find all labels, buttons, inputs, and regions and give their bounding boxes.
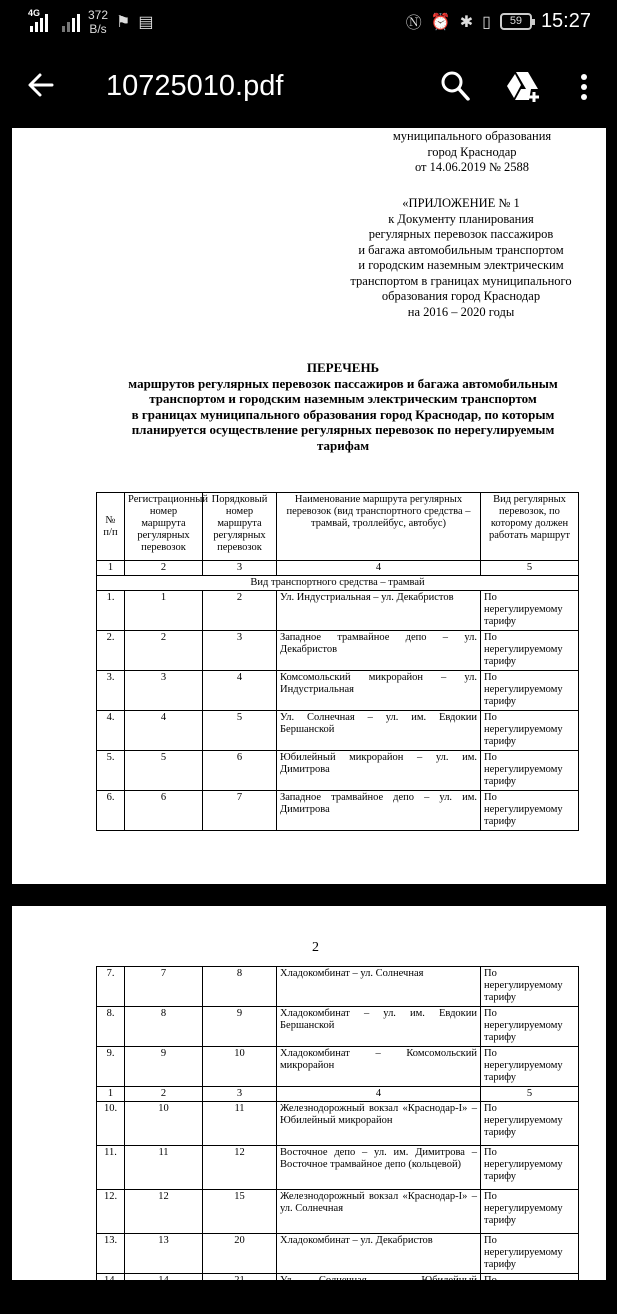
cell-reg-number: 11	[125, 1146, 203, 1190]
table-row	[97, 631, 579, 671]
signal-strength-icon	[28, 8, 48, 32]
signal-strength-2-icon	[62, 12, 80, 32]
cell-route-name: Хладокомбинат – ул. им. Евдокии Бершанской	[277, 1007, 481, 1047]
cell-order-number: 7	[203, 791, 277, 831]
table-row	[97, 1234, 579, 1274]
column-number-row	[97, 561, 579, 576]
cell-route-name: Ул. Солнечная – Юбилейный	[277, 1274, 481, 1314]
cell-number: 1.	[97, 591, 125, 631]
cell-route-name: Юбилейный микрорайон – ул. им. Димитрова	[277, 751, 481, 791]
routes-table	[96, 492, 579, 831]
cell-order-number: 8	[203, 967, 277, 1007]
cell-transport-type: По	[481, 1274, 579, 1314]
table-row	[97, 1102, 579, 1146]
table-row	[97, 671, 579, 711]
vibrate-icon: ▯	[482, 13, 491, 31]
cell-route-name: Хладокомбинат – ул. Декабристов	[277, 1234, 481, 1274]
cell-order-number: 15	[203, 1190, 277, 1234]
cell-route-name: Железнодорожный вокзал «Краснодар-I» – Юбилейный микрорайон	[277, 1102, 481, 1146]
table-row	[97, 967, 579, 1007]
cell-order-number: 4	[203, 671, 277, 711]
column-number: 4	[277, 1087, 481, 1102]
bluetooth-icon: ✱	[459, 13, 474, 31]
cell-number: 2.	[97, 631, 125, 671]
cell-transport-type: По нерегулируемому тарифу	[481, 1190, 579, 1234]
routes-table-continued	[96, 966, 579, 1314]
document-heading	[108, 360, 578, 453]
cell-number: 12.	[97, 1190, 125, 1234]
cell-reg-number: 10	[125, 1102, 203, 1146]
heading-title: ПЕРЕЧЕНЬ	[306, 360, 380, 375]
network-type: 4G	[28, 8, 41, 18]
cell-order-number: 5	[203, 711, 277, 751]
cell-transport-type: По нерегулируемому тарифу	[481, 631, 579, 671]
cell-reg-number: 12	[125, 1190, 203, 1234]
header-line: регулярных перевозок пассажиров	[368, 227, 554, 241]
cell-reg-number: 2	[125, 631, 203, 671]
cell-number: 5.	[97, 751, 125, 791]
cell-transport-type: По нерегулируемому тарифу	[481, 967, 579, 1007]
cell-order-number: 2	[203, 591, 277, 631]
notification-flag-icon: ⚑	[116, 14, 131, 31]
cell-transport-type: По нерегулируемому тарифу	[481, 1102, 579, 1146]
header-line: на 2016 – 2020 годы	[407, 304, 515, 319]
cell-route-name: Западное трамвайное депо – ул. им. Димитрова	[277, 791, 481, 831]
cell-transport-type: По нерегулируемому тарифу	[481, 1234, 579, 1274]
header-line: город Краснодар	[427, 144, 517, 159]
table-row	[97, 711, 579, 751]
page-number: 2	[312, 940, 319, 955]
header-line: к постановлению администрации	[382, 113, 562, 128]
cell-transport-type: По нерегулируемому тарифу	[481, 1047, 579, 1087]
table-row	[97, 591, 579, 631]
cell-transport-type: По нерегулируемому тарифу	[481, 751, 579, 791]
cell-reg-number: 13	[125, 1234, 203, 1274]
cell-reg-number: 3	[125, 671, 203, 711]
heading-line: тарифам	[316, 437, 370, 453]
cell-transport-type: По нерегулируемому тарифу	[481, 671, 579, 711]
cell-number: 10.	[97, 1102, 125, 1146]
cell-number: 11.	[97, 1146, 125, 1190]
pdf-page-2	[12, 906, 606, 1286]
table-row	[97, 751, 579, 791]
cell-route-name: Железнодорожный вокзал «Краснодар-I» – ул. Солнечная	[277, 1190, 481, 1234]
table-row	[97, 1007, 579, 1047]
table-row	[97, 1146, 579, 1190]
back-arrow-icon[interactable]	[26, 70, 56, 100]
speed-value: 372	[88, 8, 109, 22]
pdf-page-1	[12, 98, 606, 884]
cell-number: 7.	[97, 967, 125, 1007]
section-title: Вид транспортного средства – трамвай	[97, 576, 579, 591]
column-number: 3	[203, 1087, 277, 1102]
header-line: и багажа автомобильным транспортом	[358, 242, 564, 257]
speed-unit: B/s	[89, 22, 107, 36]
cell-route-name: Хладокомбинат – ул. Солнечная	[277, 967, 481, 1007]
network-speed	[88, 8, 108, 36]
cell-reg-number: 5	[125, 751, 203, 791]
cell-reg-number: 7	[125, 967, 203, 1007]
heading-line: планируется осуществление регулярных перевозок по нерегулируемым	[131, 422, 555, 437]
header-line: муниципального образования	[392, 129, 552, 143]
cell-number: 8.	[97, 1007, 125, 1047]
col-header-number: № п/п	[97, 493, 125, 561]
column-number: 4	[277, 561, 481, 576]
cell-reg-number: 4	[125, 711, 203, 751]
col-header-transport-type: Вид регулярных перевозок, по которому должен работать маршрут	[481, 493, 579, 561]
cell-order-number: 20	[203, 1234, 277, 1274]
cell-order-number: 12	[203, 1146, 277, 1190]
header-line: транспортом в границах муниципального	[350, 273, 572, 288]
column-number-row	[97, 1087, 579, 1102]
cell-order-number: 11	[203, 1102, 277, 1146]
cell-number: 3.	[97, 671, 125, 711]
table-row	[97, 1274, 579, 1314]
cell-transport-type: По нерегулируемому тарифу	[481, 711, 579, 751]
battery-indicator: 59	[500, 13, 532, 30]
cell-order-number: 3	[203, 631, 277, 671]
cell-route-name: Комсомольский микрорайон – ул. Индустриальная	[277, 671, 481, 711]
col-header-reg-number: Регистрационный номер маршрута регулярных перевозок	[125, 493, 203, 561]
column-number: 1	[97, 561, 125, 576]
cell-transport-type: По нерегулируемому тарифу	[481, 791, 579, 831]
column-number: 5	[481, 1087, 579, 1102]
cell-number: 9.	[97, 1047, 125, 1087]
cell-transport-type: По нерегулируемому тарифу	[481, 1146, 579, 1190]
col-header-order-number: Порядковый номер маршрута регулярных перевозок	[203, 493, 277, 561]
cell-route-name: Хладокомбинат – Комсомольский микрорайон	[277, 1047, 481, 1087]
cell-reg-number: 9	[125, 1047, 203, 1087]
cell-route-name: Ул. Индустриальная – ул. Декабристов	[277, 591, 481, 631]
cell-reg-number: 6	[125, 791, 203, 831]
table-row	[97, 1047, 579, 1087]
document-title: 10725010.pdf	[106, 70, 284, 102]
heading-line: в границах муниципального образования город Краснодар, по которым	[131, 406, 555, 422]
cell-route-name: Ул. Солнечная – ул. им. Евдокии Бершанской	[277, 711, 481, 751]
section-row	[97, 576, 579, 591]
column-number: 2	[125, 561, 203, 576]
header-line: от 14.06.2019 № 2588	[414, 160, 530, 174]
table-header-row	[97, 493, 579, 561]
cell-number: 4.	[97, 711, 125, 751]
header-line: к Документу планирования	[388, 211, 534, 226]
cell-reg-number: 8	[125, 1007, 203, 1047]
nfc-icon: Ⓝ	[405, 15, 422, 32]
cell-transport-type: По нерегулируемому тарифу	[481, 1007, 579, 1047]
cell-order-number: 9	[203, 1007, 277, 1047]
col-header-route-name: Наименование маршрута регулярных перевозок (вид транспортного средства – трамвай, троллейбус, автобус)	[277, 493, 481, 561]
cell-route-name: Восточное депо – ул. им. Димитрова – Восточное трамвайное депо (кольцевой)	[277, 1146, 481, 1190]
header-line: «ПРИЛОЖЕНИЕ № 1	[402, 196, 520, 210]
header-line: ПРИЛОЖЕНИЕ № 1	[416, 98, 528, 112]
table-row	[97, 791, 579, 831]
table-row	[97, 1190, 579, 1234]
status-bar	[0, 0, 617, 46]
appendix-header	[352, 98, 592, 176]
alarm-icon: ⏰	[430, 13, 451, 31]
column-number: 2	[125, 1087, 203, 1102]
header-line: образования город Краснодар	[381, 289, 541, 303]
cell-order-number: 10	[203, 1047, 277, 1087]
cell-number: 13.	[97, 1234, 125, 1274]
image-notification-icon: ▤	[138, 14, 154, 31]
appendix-subheader	[332, 196, 590, 320]
cell-transport-type: По нерегулируемому тарифу	[481, 591, 579, 631]
column-number: 1	[97, 1087, 125, 1102]
cell-order-number: 6	[203, 751, 277, 791]
cell-reg-number: 1	[125, 591, 203, 631]
cell-order-number: 21	[203, 1274, 277, 1314]
column-number: 5	[481, 561, 579, 576]
cell-number: 14.	[97, 1274, 125, 1314]
heading-line: маршрутов регулярных перевозок пассажиров и багажа автомобильным	[128, 375, 558, 391]
cell-route-name: Западное трамвайное депо – ул. Декабристов	[277, 631, 481, 671]
cell-number: 6.	[97, 791, 125, 831]
header-line: и городским наземным электрическим	[358, 258, 564, 272]
cell-reg-number: 14	[125, 1274, 203, 1314]
heading-line: транспортом и городским наземным электрическим транспортом	[149, 391, 537, 406]
clock: 15:27	[540, 10, 591, 32]
column-number: 3	[203, 561, 277, 576]
